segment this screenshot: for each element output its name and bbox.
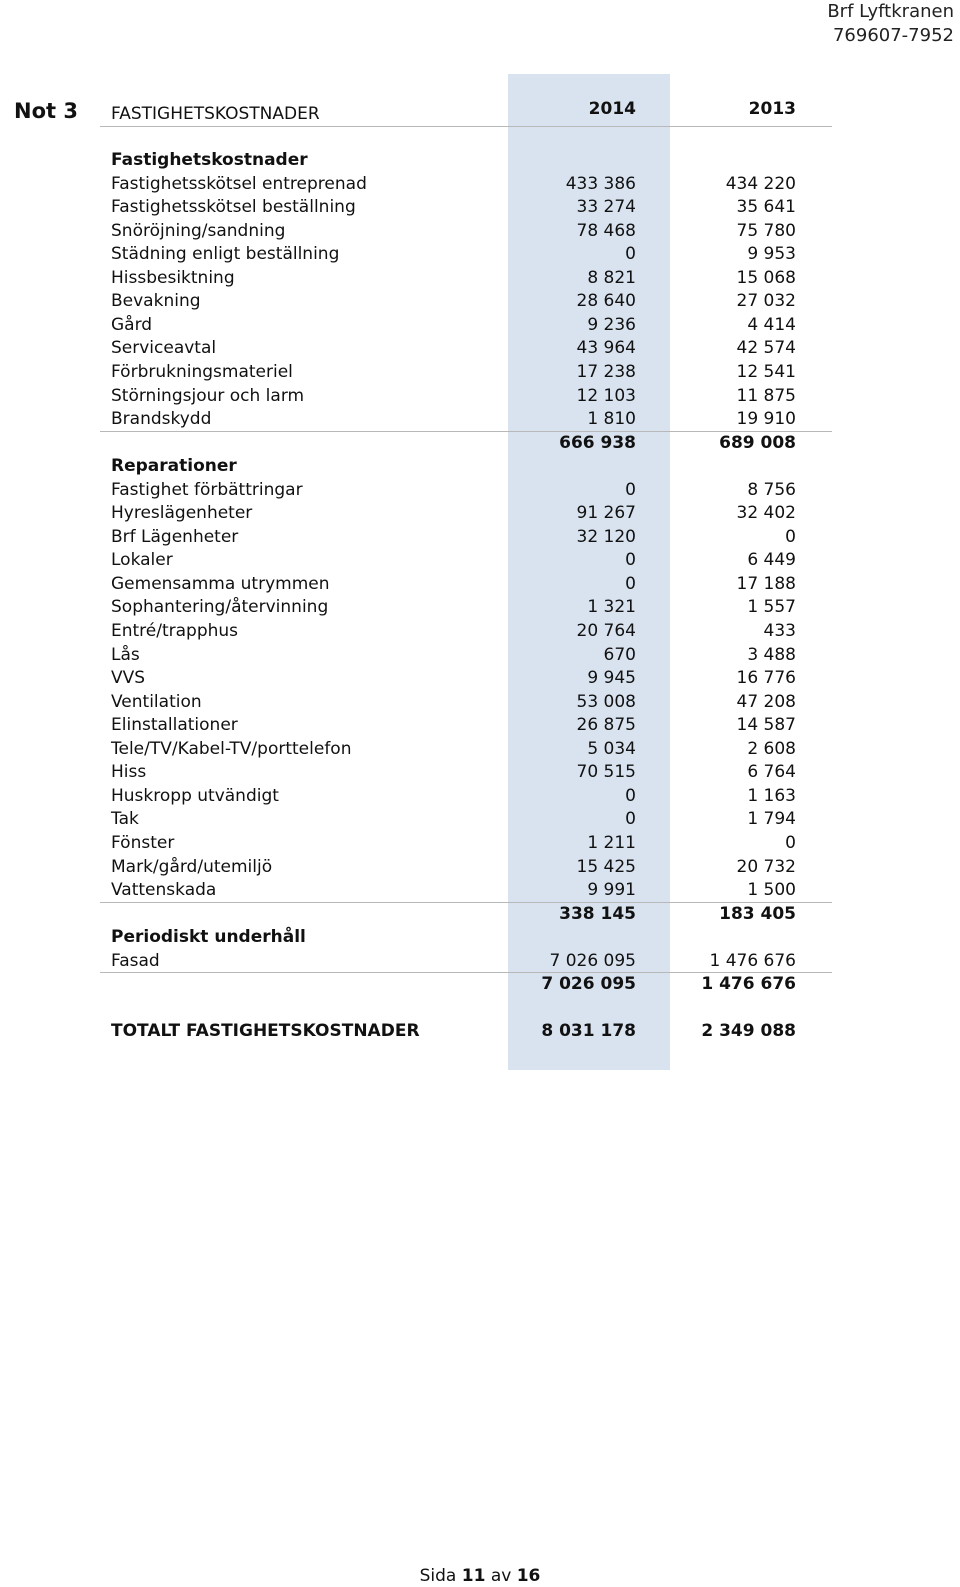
table-row — [0, 856, 960, 880]
row-label: Störningsjour och larm — [111, 385, 305, 406]
table-row — [0, 879, 960, 903]
table-row — [0, 290, 960, 314]
row-label: Städning enligt beställning — [111, 244, 340, 265]
value-2014: 8 031 178 — [541, 1021, 636, 1042]
category-heading-row — [0, 926, 960, 950]
table-row — [0, 761, 960, 785]
value-2013: 689 008 — [719, 432, 796, 453]
value-2013: 15 068 — [736, 267, 796, 288]
footer-middle: av — [490, 1566, 512, 1586]
value-2013: 1 476 676 — [701, 974, 796, 995]
value-2014: 5 034 — [587, 738, 636, 759]
footer-page-total: 16 — [516, 1566, 541, 1586]
value-2014: 0 — [625, 550, 636, 571]
value-2014: 666 938 — [559, 432, 636, 453]
note-label: Not 3 — [14, 99, 78, 123]
table-row — [0, 950, 960, 974]
organization-header — [827, 0, 954, 48]
table-row — [0, 526, 960, 550]
value-2014: 338 145 — [559, 903, 636, 924]
value-2013: 32 402 — [736, 503, 796, 524]
value-2013: 19 910 — [736, 409, 796, 430]
row-label: Vattenskada — [111, 880, 217, 901]
value-2014: 1 810 — [587, 409, 636, 430]
row-label: Entré/trapphus — [111, 621, 239, 641]
value-2014: 78 468 — [576, 220, 636, 241]
table-row — [0, 714, 960, 738]
value-2013: 1 557 — [747, 597, 796, 618]
value-2014: 70 515 — [576, 762, 636, 783]
value-2013: 11 875 — [736, 385, 796, 406]
value-2013: 42 574 — [736, 338, 796, 359]
organization-name: Brf Lyftkranen — [827, 1, 954, 22]
category-heading-row — [0, 149, 960, 173]
row-label: Mark/gård/utemiljö — [111, 856, 273, 877]
row-label: Hiss — [111, 762, 147, 783]
value-2013: 14 587 — [736, 715, 796, 736]
table-row — [0, 573, 960, 597]
table-row — [0, 667, 960, 691]
value-2014: 670 — [603, 644, 636, 665]
footer-page-number: 11 — [461, 1566, 486, 1586]
value-2013: 1 163 — [747, 785, 796, 806]
value-2013: 433 — [763, 621, 796, 641]
total-row — [0, 1020, 960, 1044]
value-2013: 0 — [785, 832, 796, 853]
row-label: Brf Lägenheter — [111, 526, 239, 547]
organization-number: 769607-7952 — [832, 25, 954, 46]
table-row — [0, 479, 960, 503]
value-2014: 53 008 — [576, 691, 636, 712]
row-label: Sophantering/återvinning — [111, 597, 329, 618]
row-label: Tak — [111, 809, 139, 830]
table-row — [0, 337, 960, 361]
row-label: VVS — [111, 668, 146, 689]
value-2013: 75 780 — [736, 220, 796, 241]
value-2014: 0 — [625, 573, 636, 594]
table-row — [0, 620, 960, 644]
value-2014: 8 821 — [587, 267, 636, 288]
table-row — [0, 502, 960, 526]
row-label: Huskropp utvändigt — [111, 785, 279, 806]
value-2014: 9 991 — [587, 880, 636, 901]
value-2013: 0 — [785, 526, 796, 547]
row-label: Fastighetsskötsel entreprenad — [111, 173, 367, 194]
value-2014: 12 103 — [576, 385, 636, 406]
row-label: Bevakning — [111, 291, 201, 312]
value-2014: 1 211 — [587, 832, 636, 853]
category-heading: Periodiskt underhåll — [111, 927, 306, 948]
value-2013: 6 764 — [747, 762, 796, 783]
value-2013: 35 641 — [736, 197, 796, 218]
table-row — [0, 549, 960, 573]
table-row — [0, 314, 960, 338]
value-2014: 9 236 — [587, 314, 636, 335]
row-label: Gård — [111, 314, 153, 335]
table-row — [0, 385, 960, 409]
table-row — [0, 243, 960, 267]
table-row — [0, 220, 960, 244]
table-row — [0, 173, 960, 197]
row-label: Elinstallationer — [111, 715, 238, 736]
value-2013: 183 405 — [719, 903, 796, 924]
category-heading: Fastighetskostnader — [111, 150, 308, 170]
value-2014: 433 386 — [565, 173, 636, 194]
value-2013: 9 953 — [747, 244, 796, 265]
row-label: Fastighetsskötsel beställning — [111, 197, 356, 218]
value-2013: 47 208 — [736, 691, 796, 712]
page-footer — [0, 1566, 960, 1586]
table-row — [0, 196, 960, 220]
footer-prefix: Sida — [419, 1566, 457, 1586]
value-2014: 7 026 095 — [541, 974, 636, 995]
table-row — [0, 644, 960, 668]
table-row — [0, 361, 960, 385]
row-label: Fönster — [111, 832, 175, 853]
row-label: Snöröjning/sandning — [111, 220, 286, 241]
value-2013: 12 541 — [736, 361, 796, 382]
value-2013: 3 488 — [747, 644, 796, 665]
value-2014: 43 964 — [576, 338, 636, 359]
value-2014: 33 274 — [576, 197, 636, 218]
value-2014: 91 267 — [576, 503, 636, 524]
row-label: Förbrukningsmateriel — [111, 361, 293, 382]
subtotal-row — [0, 432, 960, 456]
row-label: Serviceavtal — [111, 338, 217, 359]
row-label: Tele/TV/Kabel-TV/porttelefon — [111, 738, 352, 759]
row-label: Ventilation — [111, 691, 202, 712]
table-row — [0, 785, 960, 809]
table-row — [0, 408, 960, 432]
value-2013: 6 449 — [747, 550, 796, 571]
value-2014: 28 640 — [576, 291, 636, 312]
value-2013: 2 608 — [747, 738, 796, 759]
value-2013: 1 794 — [747, 809, 796, 830]
row-label: Gemensamma utrymmen — [111, 573, 330, 594]
subtotal-row — [0, 973, 960, 997]
row-label: Lokaler — [111, 550, 173, 571]
table-row — [0, 691, 960, 715]
year-2014-header: 2014 — [588, 99, 636, 119]
value-2014: 0 — [625, 785, 636, 806]
value-2014: 9 945 — [587, 668, 636, 689]
row-label: Hyreslägenheter — [111, 503, 253, 524]
year-2013-header: 2013 — [748, 99, 796, 119]
value-2013: 1 476 676 — [709, 950, 796, 971]
value-2014: 32 120 — [576, 526, 636, 547]
value-2014: 20 764 — [576, 621, 636, 641]
row-label: Brandskydd — [111, 409, 212, 430]
row-label: Fasad — [111, 950, 160, 971]
value-2014: 15 425 — [576, 856, 636, 877]
table-row — [0, 738, 960, 762]
table-row — [0, 267, 960, 291]
header-rule — [100, 126, 832, 127]
value-2013: 17 188 — [736, 573, 796, 594]
value-2013: 4 414 — [747, 314, 796, 335]
value-2014: 17 238 — [576, 361, 636, 382]
category-heading: Reparationer — [111, 456, 237, 477]
value-2013: 8 756 — [747, 479, 796, 500]
value-2013: 16 776 — [736, 668, 796, 689]
row-label: Lås — [111, 644, 140, 665]
value-2013: 20 732 — [736, 856, 796, 877]
value-2014: 26 875 — [576, 715, 636, 736]
value-2014: 0 — [625, 809, 636, 830]
value-2014: 0 — [625, 479, 636, 500]
value-2014: 7 026 095 — [549, 950, 636, 971]
value-2013: 1 500 — [747, 880, 796, 901]
value-2013: 2 349 088 — [701, 1021, 796, 1042]
value-2013: 27 032 — [736, 291, 796, 312]
category-heading-row — [0, 455, 960, 479]
value-2014: 1 321 — [587, 597, 636, 618]
value-2014: 0 — [625, 244, 636, 265]
table-row — [0, 832, 960, 856]
subtotal-row — [0, 903, 960, 927]
row-label: Fastighet förbättringar — [111, 479, 303, 500]
value-2013: 434 220 — [725, 173, 796, 194]
row-label: Hissbesiktning — [111, 267, 235, 288]
table-row — [0, 808, 960, 832]
row-label: TOTALT FASTIGHETSKOSTNADER — [111, 1021, 420, 1042]
section-title: FASTIGHETSKOSTNADER — [111, 104, 320, 124]
table-row — [0, 596, 960, 620]
